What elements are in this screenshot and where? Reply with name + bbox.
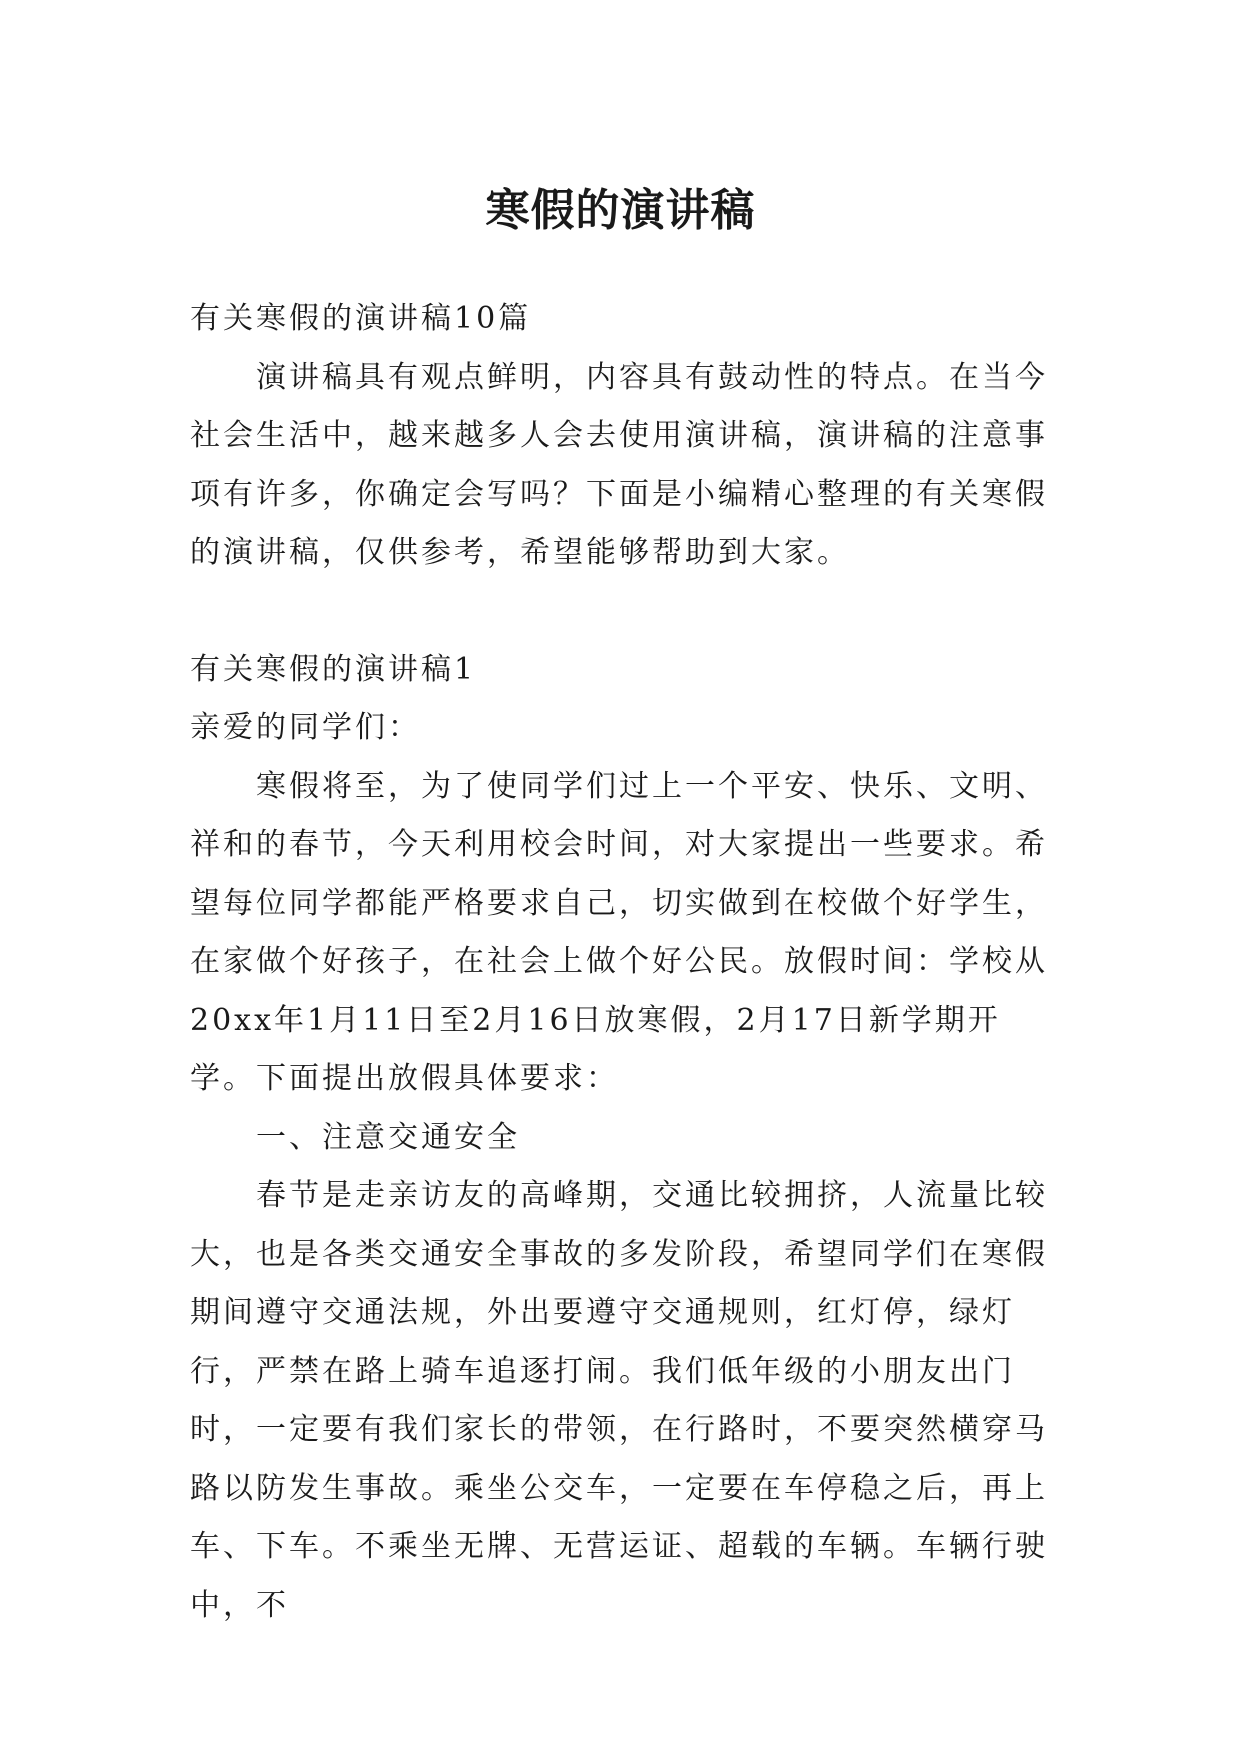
document-body [190,290,1050,1635]
section-heading: 有关寒假的演讲稿1 [190,651,477,687]
document-title: 寒假的演讲稿 [485,185,756,237]
body-paragraph: 寒假将至，为了使同学们过上一个平安、快乐、文明、祥和的春节，今天利用校会时间，对大家提出一些要求。希望每位同学都能严格要求自己，切实做到在校做个好学生，在家做个好孩子，在社会上做个好公民。放假时间：学校从20xx年1月11日至2月16日放寒假，2月17日新学期开学。下面提出放假具体要求： [190,768,1048,1096]
salutation: 亲爱的同学们： [190,710,421,745]
intro-paragraph: 演讲稿具有观点鲜明，内容具有鼓动性的特点。在当今社会生活中，越来越多人会去使用演讲稿，演讲稿的注意事项有许多，你确定会写吗？下面是小编精心整理的有关寒假的演讲稿，仅供参考，希望能够帮助到大家。 [190,359,1048,570]
body-paragraph: 春节是走亲访友的高峰期，交通比较拥挤，人流量比较大，也是各类交通安全事故的多发阶段，希望同学们在寒假期间遵守交通法规，外出要遵守交通规则，红灯停，绿灯行，严禁在路上骑车追逐打闹。我们低年级的小朋友出门时，一定要有我们家长的带领，在行路时，不要突然横穿马路以防发生事故。乘坐公交车，一定要在车停稳之后，再上车、下车。不乘坐无牌、无营运证、超载的车辆。车辆行驶中，不 [190,1178,1048,1623]
document-subtitle: 有关寒假的演讲稿10篇 [190,301,532,336]
point-heading: 一、注意交通安全 [256,1119,520,1155]
